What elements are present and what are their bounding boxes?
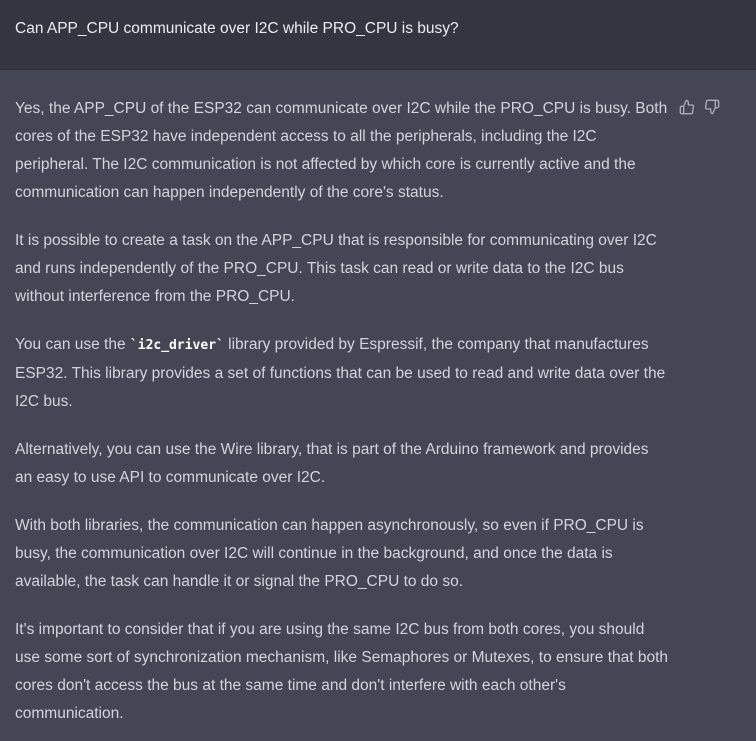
answer-paragraph-5: With both libraries, the communication can happen asynchronously, so even if PRO_CPU is busy, the communication over I2C will continue in the background, and once the data is available, the task can handle it or signal the PRO_CPU to do so. (15, 517, 644, 590)
thumbs-up-icon (679, 99, 695, 115)
answer-text: library provided by Espressif, the company that manufactures ESP32. This library provides a set of functions that can be used to read and write data over the I2C bus. (15, 336, 666, 410)
user-message-text: Can APP_CPU communicate over I2C while PRO_CPU is busy? (15, 20, 459, 37)
feedback-buttons (678, 98, 721, 116)
assistant-message (15, 95, 670, 728)
answer-text: You can use the (15, 336, 130, 353)
thumbs-down-icon (704, 99, 720, 115)
answer-paragraph-3 (15, 331, 670, 416)
user-message (0, 0, 756, 70)
answer-paragraph-2: It is possible to create a task on the APP_CPU that is responsible for communicating over I2C and runs independently of the PRO_CPU. This task can read or write data to the I2C bus without interference from the PRO_CPU. (15, 232, 657, 305)
answer-paragraph-4: Alternatively, you can use the Wire library, that is part of the Arduino framework and provides an easy to use API to communicate over I2C. (15, 441, 649, 486)
inline-code: `i2c_driver` (129, 338, 224, 353)
thumbs-up-button[interactable] (678, 98, 696, 116)
thumbs-down-button[interactable] (703, 98, 721, 116)
answer-paragraph-6: It's important to consider that if you are using the same I2C bus from both cores, you should use some sort of synchronization mechanism, like Semaphores or Mutexes, to ensure that both cores don't access the bus at the same time and don't interfere with each other's communication. (15, 621, 669, 722)
answer-paragraph-1: Yes, the APP_CPU of the ESP32 can communicate over I2C while the PRO_CPU is busy. Both cores of the ESP32 have independent access to all the peripherals, including the I2C peripheral. The I2C communication is not affected by which core is currently active and the communication can happen independently of the core's status. (15, 100, 668, 201)
